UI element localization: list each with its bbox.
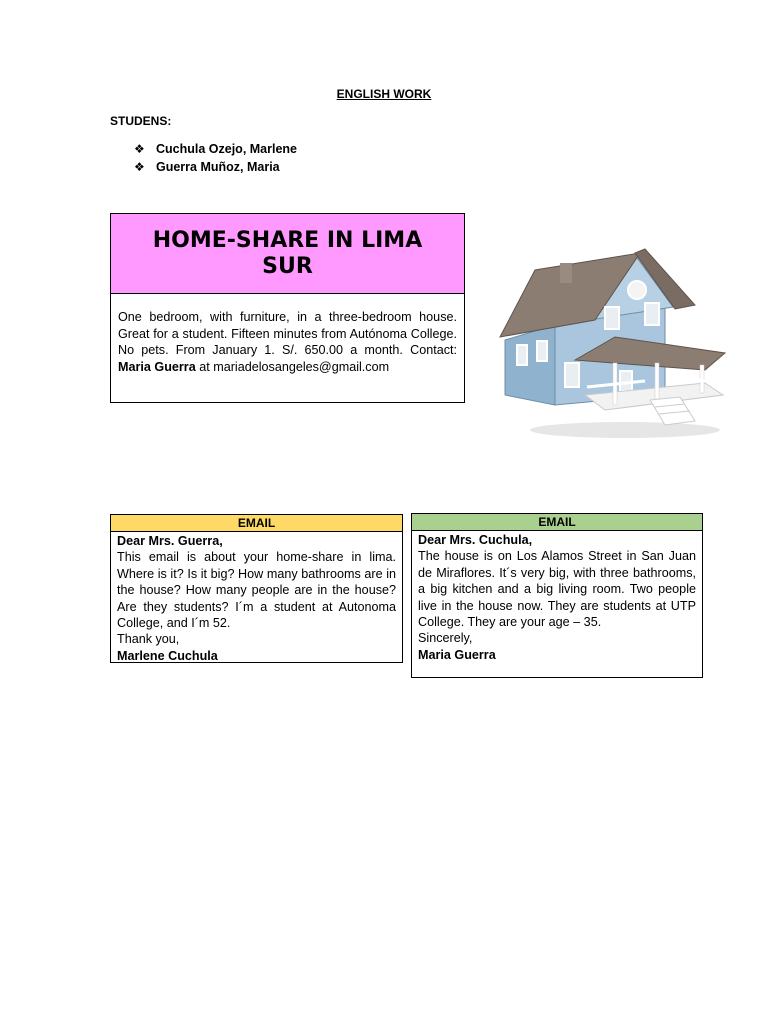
email-text: The house is on Los Alamos Street in San Juan de Miraflores. It´s very big, with three bathrooms, a big kitchen and a big living room. Two people live in the house now. They are students at UTP College. They are your age – 35. bbox=[418, 549, 696, 630]
student-item bbox=[134, 158, 297, 176]
email-greeting: Dear Mrs. Cuchula, bbox=[418, 533, 533, 547]
email-right bbox=[411, 513, 703, 678]
house-icon bbox=[495, 245, 733, 440]
email-heading: EMAIL bbox=[111, 515, 402, 532]
diamond-bullet-icon: ❖ bbox=[134, 142, 145, 156]
email-signature: Maria Guerra bbox=[418, 647, 496, 662]
ad-contact-label: Contact: bbox=[410, 343, 457, 357]
document-title: ENGLISH WORK bbox=[336, 87, 432, 101]
email-body bbox=[111, 532, 402, 664]
email-closing: Thank you, bbox=[117, 632, 180, 647]
home-share-ad bbox=[110, 213, 465, 403]
email-greeting: Dear Mrs. Guerra, bbox=[117, 534, 223, 548]
ad-title: HOME-SHARE IN LIMA SUR bbox=[111, 214, 464, 294]
email-heading: EMAIL bbox=[412, 514, 702, 531]
ad-contact-email: mariadelosangeles@gmail.com bbox=[213, 359, 390, 374]
email-text: This email is about your home-share in lima. Where is it? Is it big? How many bathrooms are in the house? How many people are in the house? Are they students? I´m a student at Autonoma College, and I´m 52. bbox=[117, 550, 396, 631]
ad-contact-at: at bbox=[199, 359, 210, 374]
students-label: STUDENS: bbox=[110, 114, 172, 128]
student-item bbox=[134, 140, 297, 158]
email-body bbox=[412, 531, 702, 663]
email-signature: Marlene Cuchula bbox=[117, 648, 218, 663]
student-name: Guerra Muñoz, Maria bbox=[156, 160, 280, 174]
students-list bbox=[134, 140, 297, 176]
ad-description: One bedroom, with furniture, in a three-bedroom house. Great for a student. Fifteen minutes from Autónoma College. No pets. From January 1. S/. 650.00 a month. bbox=[118, 310, 457, 357]
email-left bbox=[110, 514, 403, 663]
ad-body bbox=[111, 294, 464, 375]
student-name: Cuchula Ozejo, Marlene bbox=[156, 142, 298, 156]
email-closing: Sincerely, bbox=[418, 631, 473, 646]
diamond-bullet-icon: ❖ bbox=[134, 160, 145, 174]
ad-contact-name: Maria Guerra bbox=[118, 359, 196, 374]
